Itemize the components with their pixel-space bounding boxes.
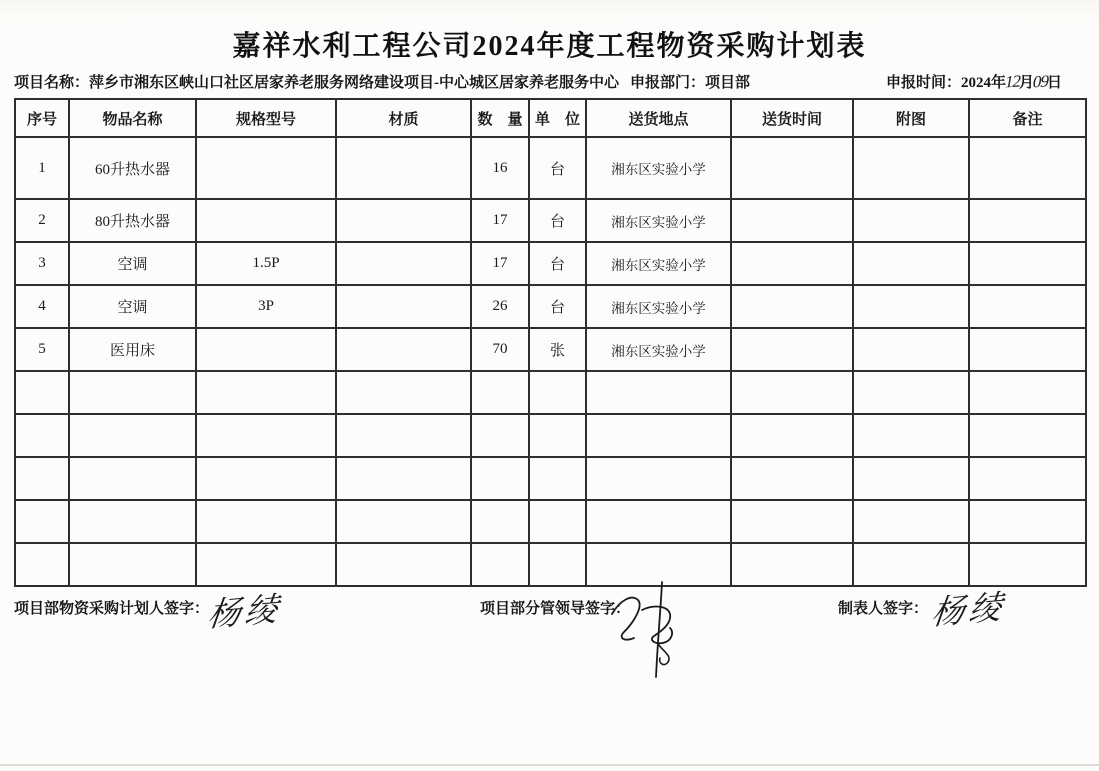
table-cell [336, 199, 471, 242]
table-cell [529, 500, 586, 543]
table-cell [969, 371, 1086, 414]
table-cell: 湘东区实验小学 [586, 199, 731, 242]
table-row [15, 457, 1086, 500]
table-cell [471, 543, 529, 586]
table-cell [15, 371, 69, 414]
planner-signature-label: 项目部物资采购计划人签字： [14, 601, 210, 617]
maker-handwritten-signature: 杨绫 [929, 589, 1008, 633]
table-cell [731, 414, 853, 457]
column-header: 单 位 [529, 99, 586, 137]
table-cell [529, 457, 586, 500]
table-cell [529, 543, 586, 586]
table-cell: 空调 [69, 242, 196, 285]
table-cell [731, 371, 853, 414]
table-cell [969, 500, 1086, 543]
table-cell: 台 [529, 199, 586, 242]
table-row [15, 242, 1086, 285]
table-cell: 16 [471, 137, 529, 199]
table-cell [336, 414, 471, 457]
table-cell [853, 285, 969, 328]
table-cell: 4 [15, 285, 69, 328]
table-cell [336, 500, 471, 543]
department-label: 申报部门： [630, 75, 706, 91]
table-cell [196, 199, 336, 242]
table-cell: 1.5P [196, 242, 336, 285]
table-cell [586, 371, 731, 414]
table-cell [731, 242, 853, 285]
table-cell [196, 500, 336, 543]
column-header: 序号 [15, 99, 69, 137]
table-cell: 湘东区实验小学 [586, 285, 731, 328]
table-cell: 医用床 [69, 328, 196, 371]
planner-handwritten-signature: 杨绫 [205, 591, 284, 635]
table-cell [731, 285, 853, 328]
table-cell [731, 543, 853, 586]
table-cell: 空调 [69, 285, 196, 328]
table-cell: 60升热水器 [69, 137, 196, 199]
table-cell [853, 414, 969, 457]
table-cell: 张 [529, 328, 586, 371]
table-cell [15, 414, 69, 457]
table-cell [731, 500, 853, 543]
column-header: 材质 [336, 99, 471, 137]
table-cell [853, 242, 969, 285]
paper-bottom-edge [0, 764, 1099, 766]
table-cell: 湘东区实验小学 [586, 328, 731, 371]
table-cell [336, 328, 471, 371]
table-cell [471, 457, 529, 500]
table-cell [969, 457, 1086, 500]
table-row [15, 414, 1086, 457]
table-cell [731, 457, 853, 500]
table-cell: 17 [471, 242, 529, 285]
table-cell [969, 242, 1086, 285]
table-cell [731, 199, 853, 242]
table-cell [69, 500, 196, 543]
table-row [15, 285, 1086, 328]
table-cell [586, 414, 731, 457]
table-cell [196, 457, 336, 500]
table-cell: 3P [196, 285, 336, 328]
handwritten-month: 12 [1003, 71, 1022, 92]
table-cell: 湘东区实验小学 [586, 137, 731, 199]
table-row [15, 199, 1086, 242]
table-cell: 1 [15, 137, 69, 199]
project-name-label: 项目名称： [14, 75, 90, 91]
column-header: 备注 [969, 99, 1086, 137]
table-row [15, 371, 1086, 414]
table-cell: 70 [471, 328, 529, 371]
column-header: 物品名称 [69, 99, 196, 137]
table-cell [196, 328, 336, 371]
table-cell [69, 414, 196, 457]
table-row [15, 543, 1086, 586]
table-cell [69, 457, 196, 500]
table-cell [336, 371, 471, 414]
handwritten-day: 09 [1031, 71, 1050, 92]
table-cell [969, 328, 1086, 371]
table-cell [969, 199, 1086, 242]
table-cell [336, 137, 471, 199]
table-cell [196, 137, 336, 199]
table-cell [853, 500, 969, 543]
scan-texture-top [0, 0, 1099, 22]
table-cell [336, 285, 471, 328]
table-cell [731, 328, 853, 371]
table-cell [853, 543, 969, 586]
table-cell [853, 457, 969, 500]
table-cell: 17 [471, 199, 529, 242]
leader-handwritten-signature [598, 580, 693, 680]
table-cell: 2 [15, 199, 69, 242]
maker-signature-label: 制表人签字： [838, 601, 929, 617]
column-header: 附图 [853, 99, 969, 137]
table-cell [69, 543, 196, 586]
table-cell [853, 199, 969, 242]
table-cell [969, 285, 1086, 328]
table-cell: 湘东区实验小学 [586, 242, 731, 285]
table-row [15, 137, 1086, 199]
table-cell: 3 [15, 242, 69, 285]
table-cell [529, 371, 586, 414]
table-cell [196, 543, 336, 586]
table-cell [586, 500, 731, 543]
table-cell [196, 371, 336, 414]
procurement-table [14, 98, 1087, 587]
table-cell [853, 328, 969, 371]
date-month-unit: 月 [1019, 75, 1035, 91]
table-cell [471, 414, 529, 457]
table-cell [15, 457, 69, 500]
table-cell [15, 543, 69, 586]
table-row [15, 328, 1086, 371]
table-cell [853, 371, 969, 414]
table-cell [336, 242, 471, 285]
table-cell: 台 [529, 242, 586, 285]
column-header: 送货地点 [586, 99, 731, 137]
table-cell [969, 543, 1086, 586]
column-header: 数 量 [471, 99, 529, 137]
date-day-unit: 日 [1047, 75, 1063, 91]
report-date-field [886, 71, 1062, 92]
department-field [630, 71, 750, 92]
table-cell [471, 371, 529, 414]
table-header-row [15, 99, 1086, 137]
table-cell [15, 500, 69, 543]
column-header: 规格型号 [196, 99, 336, 137]
department-value: 项目部 [705, 75, 751, 91]
table-cell [196, 414, 336, 457]
leader-signature-label: 项目部分管领导签字： [480, 601, 631, 617]
date-year: 2024年 [961, 75, 1007, 91]
table-cell: 台 [529, 285, 586, 328]
column-header: 送货时间 [731, 99, 853, 137]
table-cell: 26 [471, 285, 529, 328]
table-cell [853, 137, 969, 199]
table-cell: 80升热水器 [69, 199, 196, 242]
meta-line [0, 71, 1099, 95]
table-cell [336, 543, 471, 586]
project-name-field [14, 71, 619, 92]
table-cell [731, 137, 853, 199]
table-row [15, 500, 1086, 543]
project-name-value: 萍乡市湘东区峡山口社区居家养老服务网络建设项目-中心城区居家养老服务中心 [89, 75, 620, 91]
report-date-label: 申报时间： [886, 75, 962, 91]
table-cell [471, 500, 529, 543]
page-title: 嘉祥水利工程公司2024年度工程物资采购计划表 [232, 31, 867, 62]
table-cell [529, 414, 586, 457]
table-cell [336, 457, 471, 500]
table-cell [586, 457, 731, 500]
table-cell [969, 414, 1086, 457]
table-cell [69, 371, 196, 414]
table-cell: 台 [529, 137, 586, 199]
table-cell [969, 137, 1086, 199]
table-cell: 5 [15, 328, 69, 371]
